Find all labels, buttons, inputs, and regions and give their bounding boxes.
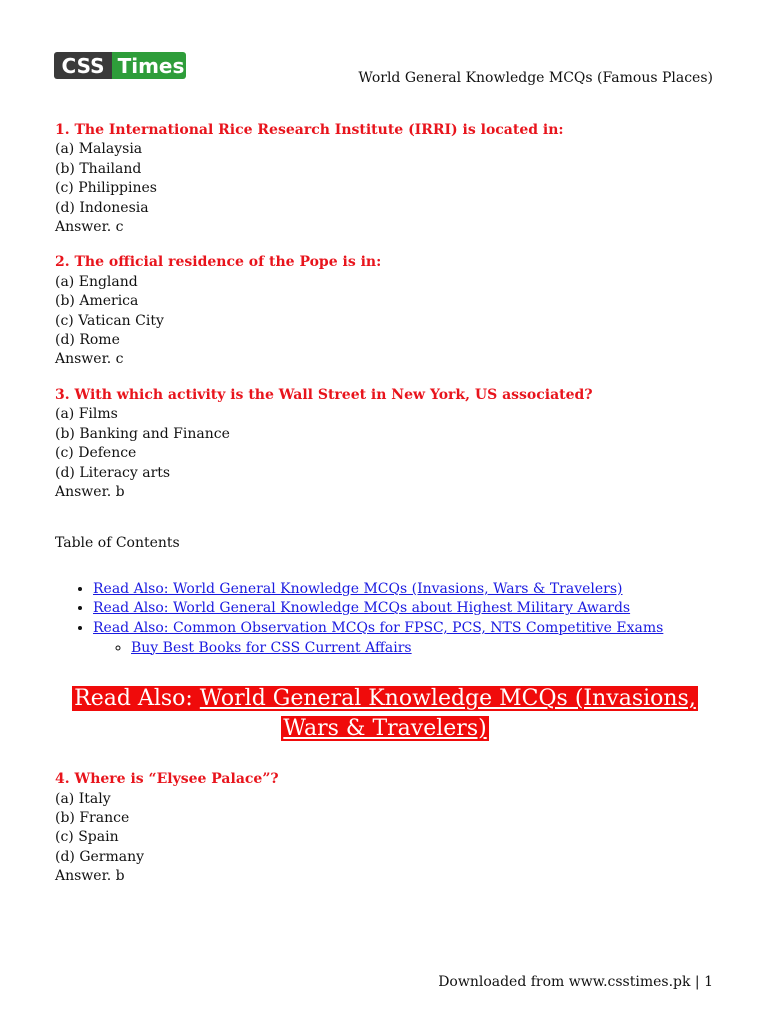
option: (b) France — [55, 809, 130, 826]
toc-link-military-awards[interactable]: Read Also: World General Knowledge MCQs about Highest Military Awards — [93, 600, 631, 617]
question-block — [55, 121, 715, 237]
question-block — [55, 770, 715, 886]
read-also-link[interactable]: World General Knowledge MCQs (Invasions, — [199, 686, 696, 712]
option: (a) Malaysia — [55, 141, 143, 158]
toc-link-invasions[interactable]: Read Also: World General Knowledge MCQs (Invasions, Wars & Travelers) — [93, 580, 623, 597]
toc-list — [55, 580, 715, 658]
answer: Answer. b — [55, 483, 125, 500]
toc-title: Table of Contents — [55, 535, 180, 552]
question-text: 4. Where is “Elysee Palace”? — [55, 771, 279, 788]
option: (d) Germany — [55, 848, 145, 865]
option: (c) Vatican City — [55, 312, 164, 329]
option: (d) Literacy arts — [55, 464, 171, 481]
option: (c) Defence — [55, 445, 137, 462]
document-body — [55, 121, 715, 903]
toc-subitem — [131, 639, 715, 659]
toc-item — [93, 619, 715, 658]
question-block — [55, 253, 715, 369]
toc-item — [93, 580, 715, 600]
answer: Answer. b — [55, 868, 125, 885]
csstimes-logo — [54, 52, 186, 79]
read-also-line-1 — [72, 686, 698, 711]
toc-item — [93, 599, 715, 619]
option: (a) England — [55, 273, 138, 290]
question-text: 1. The International Rice Research Institute (IRRI) is located in: — [55, 122, 564, 138]
page-footer: Downloaded from www.csstimes.pk | 1 — [438, 974, 713, 990]
answer: Answer. c — [55, 351, 124, 368]
read-also-heading — [55, 684, 715, 744]
option: (b) America — [55, 293, 139, 310]
toc-link-buy-books[interactable]: Buy Best Books for CSS Current Affairs — [131, 639, 412, 656]
toc-link-common-observation[interactable]: Read Also: Common Observation MCQs for FPSC, PCS, NTS Competitive Exams — [93, 619, 664, 636]
option: (b) Banking and Finance — [55, 425, 230, 442]
answer: Answer. c — [55, 219, 124, 236]
toc-sublist — [93, 639, 715, 659]
option: (a) Italy — [55, 790, 111, 807]
option: (d) Indonesia — [55, 199, 149, 216]
page-header-title: World General Knowledge MCQs (Famous Places) — [358, 70, 713, 86]
question-block — [55, 386, 715, 502]
read-also-link-cont[interactable]: Wars & Travelers) — [283, 716, 487, 742]
question-group-1 — [55, 121, 715, 502]
option: (d) Rome — [55, 332, 120, 349]
read-also-prefix: Read Also: — [74, 686, 200, 712]
option: (c) Philippines — [55, 180, 157, 197]
question-text: 2. The official residence of the Pope is in: — [55, 254, 382, 271]
option: (b) Thailand — [55, 160, 142, 177]
question-text: 3. With which activity is the Wall Street in New York, US associated? — [55, 386, 593, 403]
logo-css: CSS — [54, 52, 112, 79]
option: (c) Spain — [55, 829, 119, 846]
option: (a) Films — [55, 406, 118, 423]
logo-times: Times — [112, 52, 186, 79]
